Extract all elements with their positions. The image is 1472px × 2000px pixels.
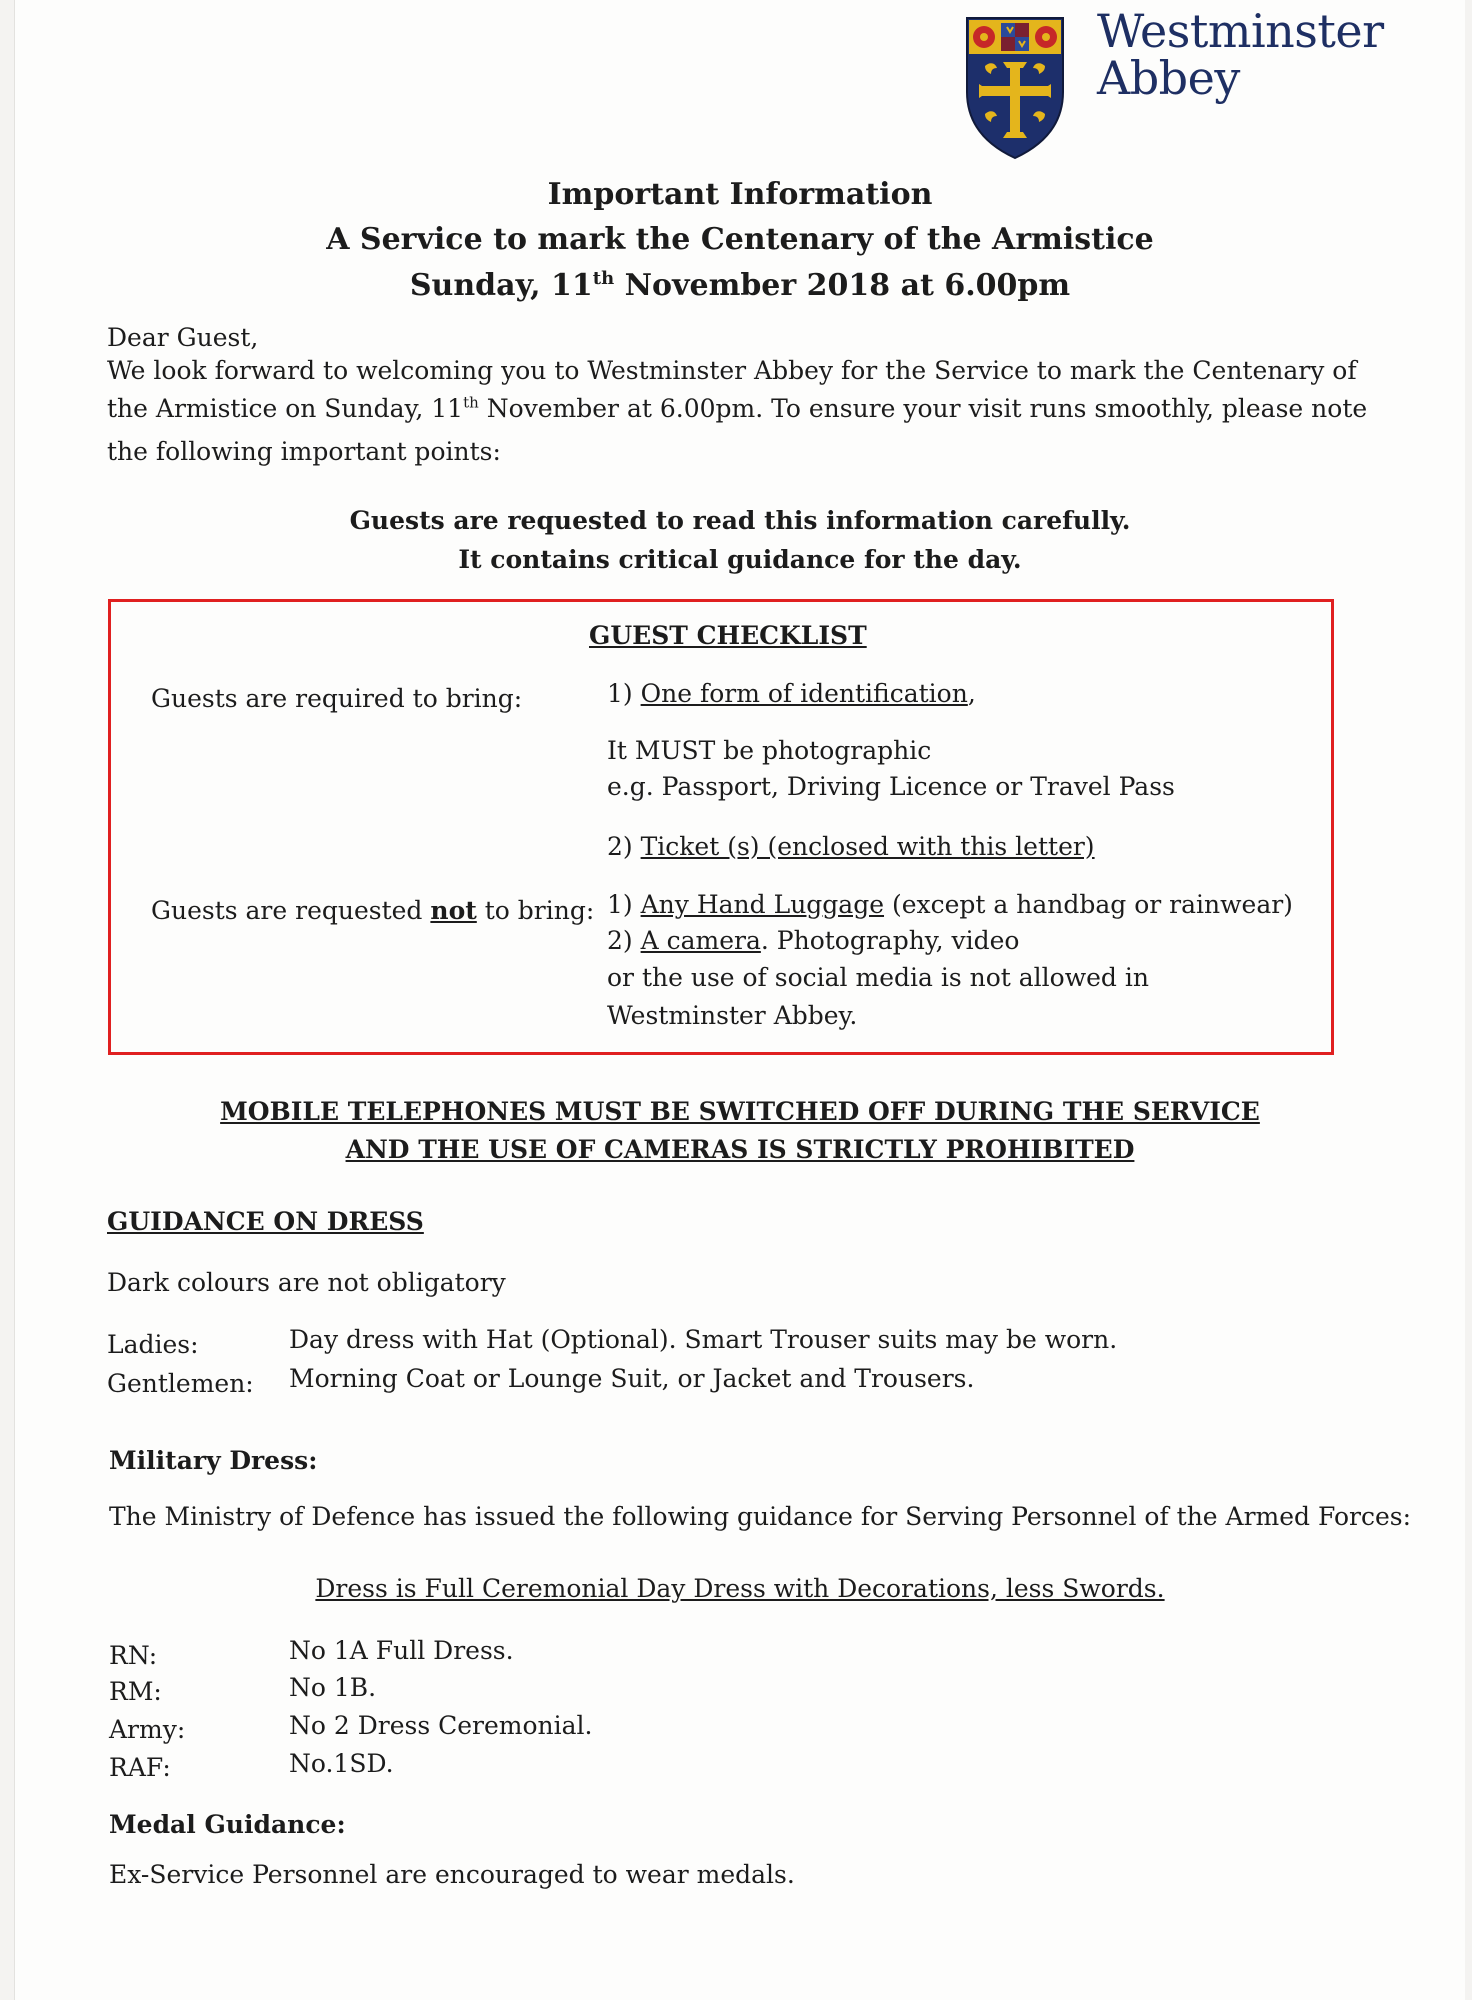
not-bring-location-note: Westminster Abbey.: [607, 1001, 858, 1030]
military-heading: Military Dress:: [109, 1446, 318, 1475]
intro-paragraph-line-3: the following important points:: [107, 437, 501, 466]
military-intro: The Ministry of Defence has issued the following guidance for Serving Personnel of the Armed Forces:: [109, 1502, 1412, 1531]
not-bring-item-camera: 2) A camera. Photography, video: [607, 926, 1020, 955]
military-label-rm: RM:: [109, 1677, 162, 1706]
dress-value-gentlemen: Morning Coat or Lounge Suit, or Jacket and Trousers.: [289, 1364, 975, 1393]
intro-paragraph-line-1: We look forward to welcoming you to Westminster Abbey for the Service to mark the Centenary of: [107, 356, 1357, 385]
dress-heading: GUIDANCE ON DRESS: [107, 1207, 424, 1236]
military-value-army: No 2 Dress Ceremonial.: [289, 1711, 593, 1740]
logo-wordmark: [1097, 4, 1384, 105]
military-label-army: Army:: [109, 1715, 186, 1744]
document-page: [14, 0, 1465, 2000]
dress-label-gentlemen: Gentlemen:: [107, 1369, 254, 1398]
warning-mobile-phones: MOBILE TELEPHONES MUST BE SWITCHED OFF DURING THE SERVICE: [220, 1097, 1260, 1126]
id-note-photographic: It MUST be photographic: [607, 736, 932, 765]
document-title: Important Information: [547, 177, 933, 212]
bring-item-ticket: 2) Ticket (s) (enclosed with this letter): [607, 832, 1095, 861]
dress-label-ladies: Ladies:: [107, 1330, 199, 1359]
service-date: Sunday, 11th November 2018 at 6.00pm: [409, 268, 1071, 303]
notice-line-2: It contains critical guidance for the day.: [458, 545, 1022, 574]
westminster-abbey-crest-logo: [963, 14, 1067, 160]
not-bring-social-media-note: or the use of social media is not allowed in: [607, 963, 1149, 992]
bring-item-identification: 1) One form of identification,: [607, 679, 976, 708]
medal-text: Ex-Service Personnel are encouraged to wear medals.: [109, 1860, 795, 1889]
salutation: Dear Guest,: [107, 323, 259, 352]
not-bring-label: Guests are requested not to bring:: [151, 896, 595, 925]
medal-heading: Medal Guidance:: [109, 1810, 346, 1839]
military-dress-rule: Dress is Full Ceremonial Day Dress with Decorations, less Swords.: [315, 1574, 1165, 1603]
military-label-raf: RAF:: [109, 1753, 171, 1782]
logo-line-abbey: Abbey: [1097, 51, 1240, 105]
warning-cameras: AND THE USE OF CAMERAS IS STRICTLY PROHIBITED: [345, 1135, 1135, 1164]
bring-label: Guests are required to bring:: [151, 684, 523, 713]
military-value-rn: No 1A Full Dress.: [289, 1636, 514, 1665]
dress-note: Dark colours are not obligatory: [107, 1268, 506, 1297]
not-bring-item-luggage: 1) Any Hand Luggage (except a handbag or rainwear): [607, 890, 1293, 919]
checklist-title: GUEST CHECKLIST: [589, 621, 867, 650]
military-label-rn: RN:: [109, 1641, 158, 1670]
intro-paragraph-line-2: the Armistice on Sunday, 11th November at 6.00pm. To ensure your visit runs smoothly, please note: [107, 393, 1368, 423]
service-title: A Service to mark the Centenary of the Armistice: [326, 222, 1154, 257]
logo-line-westminster: Westminster: [1097, 4, 1384, 58]
id-note-examples: e.g. Passport, Driving Licence or Travel Pass: [607, 772, 1175, 801]
dress-value-ladies: Day dress with Hat (Optional). Smart Trouser suits may be worn.: [289, 1325, 1118, 1354]
military-value-rm: No 1B.: [289, 1673, 377, 1702]
military-value-raf: No.1SD.: [289, 1749, 394, 1778]
notice-line-1: Guests are requested to read this information carefully.: [349, 506, 1131, 535]
